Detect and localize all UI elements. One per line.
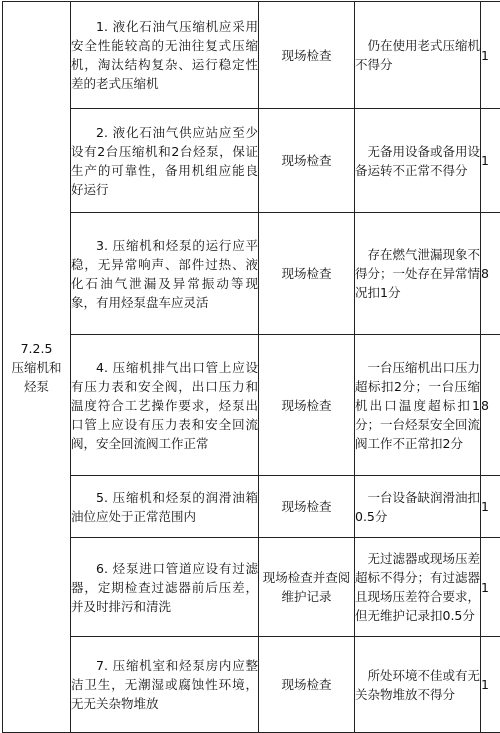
section-cell xyxy=(3,2,71,733)
requirement-cell: 1. 液化石油气压缩机应采用安全性能较高的无油往复式压缩机，淘汰结构复杂、运行稳定性差的老式压缩机 xyxy=(71,2,259,109)
method-cell: 现场检查 xyxy=(259,2,355,109)
score-cell: 8 xyxy=(481,335,500,476)
table-row xyxy=(3,538,500,637)
requirement-cell: 4. 压缩机排气出口管上应设有压力表和安全阀，出口压力和温度符合工艺操作要求，烃泵出口管上应设有压力表和安全回流阀，安全回流阀工作正常 xyxy=(71,335,259,476)
requirement-cell: 7. 压缩机室和烃泵房内应整洁卫生，无潮湿或腐蚀性环境，无无关杂物堆放 xyxy=(71,637,259,733)
criteria-cell: 所处环境不佳或有无关杂物堆放不得分 xyxy=(355,637,481,733)
method-cell: 现场检查 xyxy=(259,109,355,213)
score-cell: 8 xyxy=(481,213,500,335)
criteria-cell: 无过滤器或现场压差超标不得分；有过滤器且现场压差符合要求，但无维护记录扣0.5分 xyxy=(355,538,481,637)
method-cell: 现场检查并查阅维护记录 xyxy=(259,538,355,637)
requirement-cell: 3. 压缩机和烃泵的运行应平稳，无异常响声、部件过热、液化石油气泄漏及异常振动等现象，有用烃泵盘车应灵活 xyxy=(71,213,259,335)
criteria-cell: 一台压缩机出口压力超标扣2分；一台压缩机出口温度超标扣1分；一台烃泵安全回流阀工作不正常扣2分 xyxy=(355,335,481,476)
method-cell: 现场检查 xyxy=(259,637,355,733)
table-row xyxy=(3,109,500,213)
score-cell: 1 xyxy=(481,637,500,733)
table-row xyxy=(3,335,500,476)
method-cell: 现场检查 xyxy=(259,213,355,335)
score-cell: 1 xyxy=(481,476,500,538)
table-row xyxy=(3,2,500,109)
table-row xyxy=(3,213,500,335)
criteria-cell: 无备用设备或备用设备运转不正常不得分 xyxy=(355,109,481,213)
table-row xyxy=(3,637,500,733)
inspection-table xyxy=(2,1,500,733)
criteria-cell: 仍在使用老式压缩机不得分 xyxy=(355,2,481,109)
section-title: 压缩机和烃泵 xyxy=(11,359,62,394)
requirement-cell: 5. 压缩机和烃泵的润滑油箱油位应处于正常范围内 xyxy=(71,476,259,538)
score-cell: 1 xyxy=(481,538,500,637)
table-row xyxy=(3,476,500,538)
score-cell: 1 xyxy=(481,2,500,109)
requirement-cell: 6. 烃泵进口管道应设有过滤器，定期检查过滤器前后压差，并及时排污和清洗 xyxy=(71,538,259,637)
criteria-cell: 存在燃气泄漏现象不得分；一处存在异常情况扣1分 xyxy=(355,213,481,335)
method-cell: 现场检查 xyxy=(259,476,355,538)
criteria-cell: 一台设备缺润滑油扣0.5分 xyxy=(355,476,481,538)
requirement-cell: 2. 液化石油气供应站应至少设有2台压缩机和2台烃泵，保证生产的可靠性，备用机组应能良好运行 xyxy=(71,109,259,213)
method-cell: 现场检查 xyxy=(259,335,355,476)
section-number: 7.2.5 xyxy=(20,340,53,356)
score-cell: 1 xyxy=(481,109,500,213)
